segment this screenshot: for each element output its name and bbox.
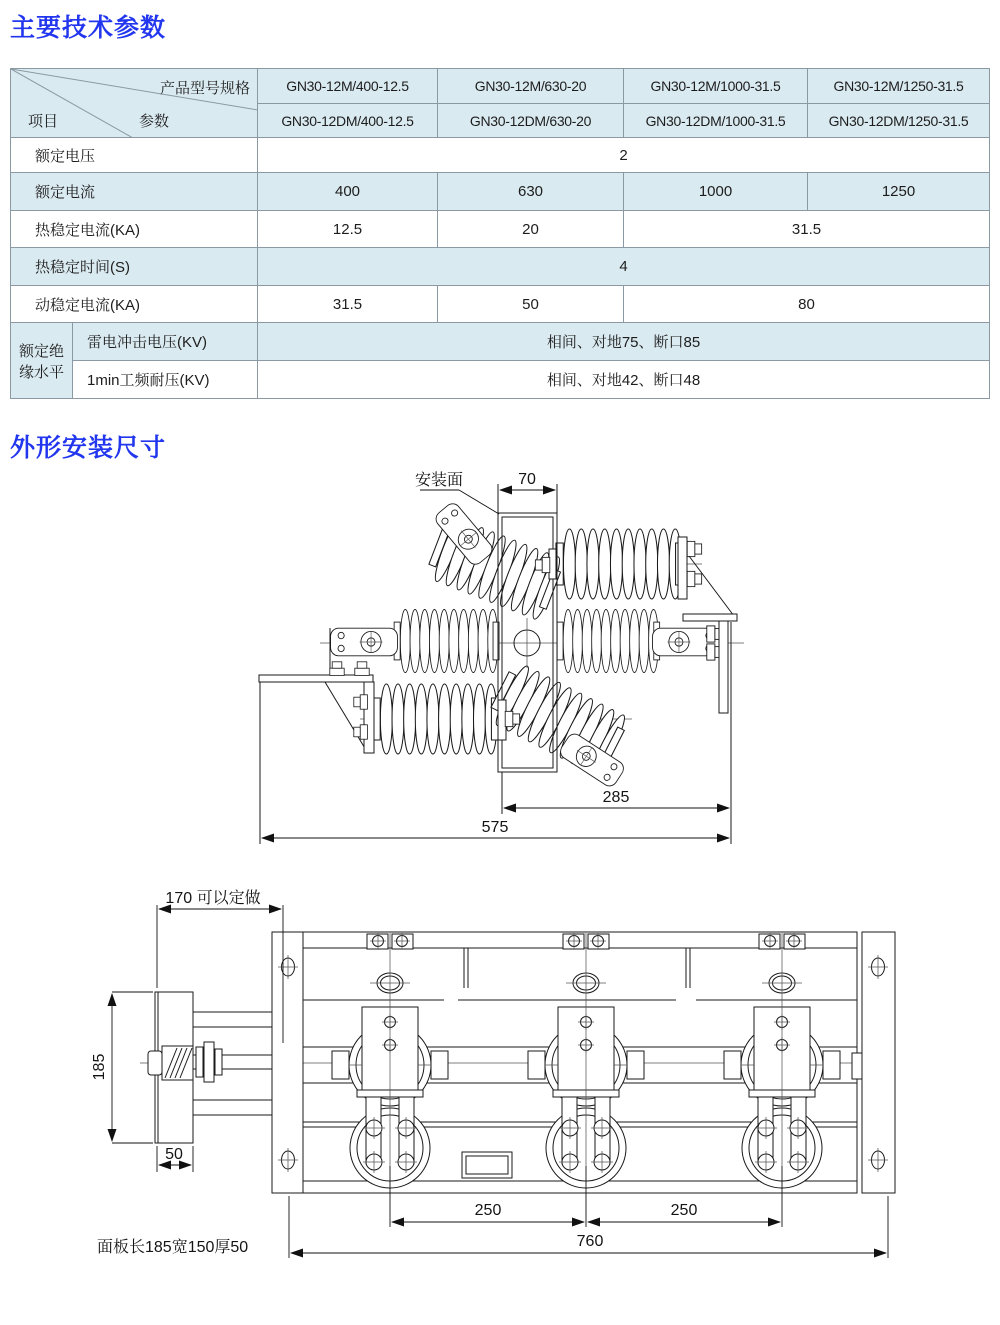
insulator (373, 684, 499, 754)
terminal-bracket (331, 628, 398, 656)
section-title-parameters: 主要技术参数 (10, 14, 167, 42)
panel-note: 面板长185宽150厚50 (97, 1239, 249, 1256)
model-header: GN30-12DM/400-12.5 (258, 104, 438, 138)
table-row-rated-current (11, 173, 990, 211)
cell-value: 相间、对地42、断口48 (258, 361, 990, 399)
model-header: GN30-12DM/1250-31.5 (808, 104, 990, 138)
corner-label-item: 项目 (28, 113, 59, 130)
corner-label-parameter: 参数 (139, 113, 170, 130)
cell-value: 1250 (808, 173, 990, 211)
bolt (687, 571, 701, 586)
row-label: 1min工频耐压(KV) (73, 361, 258, 399)
insulator (394, 610, 499, 673)
bolt (354, 725, 368, 739)
cell-value: 相间、对地75、断口85 (258, 323, 990, 361)
bolt (355, 662, 369, 676)
bolt (505, 711, 519, 726)
nameplate (462, 1152, 512, 1178)
dim-760-label: 760 (576, 1233, 604, 1250)
cell-value: 630 (438, 173, 624, 211)
dim-285-label: 285 (602, 789, 630, 806)
table-row-thermal-current (11, 211, 990, 248)
cell-value: 80 (624, 286, 990, 323)
model-header: GN30-12M/1000-31.5 (624, 69, 808, 104)
side-view-drawing (250, 458, 760, 858)
row-label: 热稳定时间(S) (11, 248, 258, 286)
pole-assembly (332, 933, 448, 1188)
bolt (535, 557, 549, 572)
row-label: 额定电压 (11, 138, 258, 173)
row-label: 动稳定电流(KA) (11, 286, 258, 323)
dim-575-label: 575 (481, 819, 509, 836)
insulator (556, 529, 683, 599)
table-row-thermal-time (11, 248, 990, 286)
dim-185-label: 185 (91, 1053, 108, 1081)
model-header: GN30-12M/630-20 (438, 69, 624, 104)
model-header: GN30-12DM/1000-31.5 (624, 104, 808, 138)
insulators (373, 515, 683, 778)
mounting-face-label: 安装面 (415, 472, 464, 489)
bolt (687, 541, 701, 556)
cell-value: 12.5 (258, 211, 438, 248)
row-label: 雷电冲击电压(KV) (73, 323, 258, 361)
dim-70-label: 70 (518, 471, 536, 488)
cell-value: 4 (258, 248, 990, 286)
front-view-drawing (90, 880, 980, 1272)
cell-value: 400 (258, 173, 438, 211)
bolt (330, 662, 344, 676)
dim-170-label: 170 可以定做 (165, 890, 261, 907)
corner-label-product-model: 产品型号规格 (159, 80, 250, 97)
cell-value: 31.5 (624, 211, 990, 248)
cell-value: 31.5 (258, 286, 438, 323)
model-header: GN30-12DM/630-20 (438, 104, 624, 138)
dim-250-right-label: 250 (670, 1202, 698, 1219)
insulator (557, 610, 659, 673)
table-row-rated-voltage (11, 138, 990, 173)
table-row-dynamic-current (11, 286, 990, 323)
bolt (354, 695, 368, 709)
pole-assembly (724, 933, 840, 1188)
cell-value: 50 (438, 286, 624, 323)
pole-assembly (528, 933, 644, 1188)
table-header-row-1 (11, 69, 990, 104)
cell-value: 2 (258, 138, 990, 173)
row-label: 热稳定电流(KA) (11, 211, 258, 248)
table-row-lightning-impulse (11, 323, 990, 361)
table-row-power-frequency (11, 361, 990, 399)
dim-50-label: 50 (165, 1146, 183, 1163)
row-group-label-insulation: 额定绝缘水平 (11, 323, 73, 399)
row-label: 额定电流 (11, 173, 258, 211)
model-header: GN30-12M/1250-31.5 (808, 69, 990, 104)
dim-250-left-label: 250 (474, 1202, 502, 1219)
cell-value: 20 (438, 211, 624, 248)
model-header: GN30-12M/400-12.5 (258, 69, 438, 104)
table-corner-cell (11, 69, 258, 138)
cell-value: 1000 (624, 173, 808, 211)
section-title-dimensions: 外形安装尺寸 (10, 434, 167, 462)
tech-params-table (10, 68, 990, 399)
